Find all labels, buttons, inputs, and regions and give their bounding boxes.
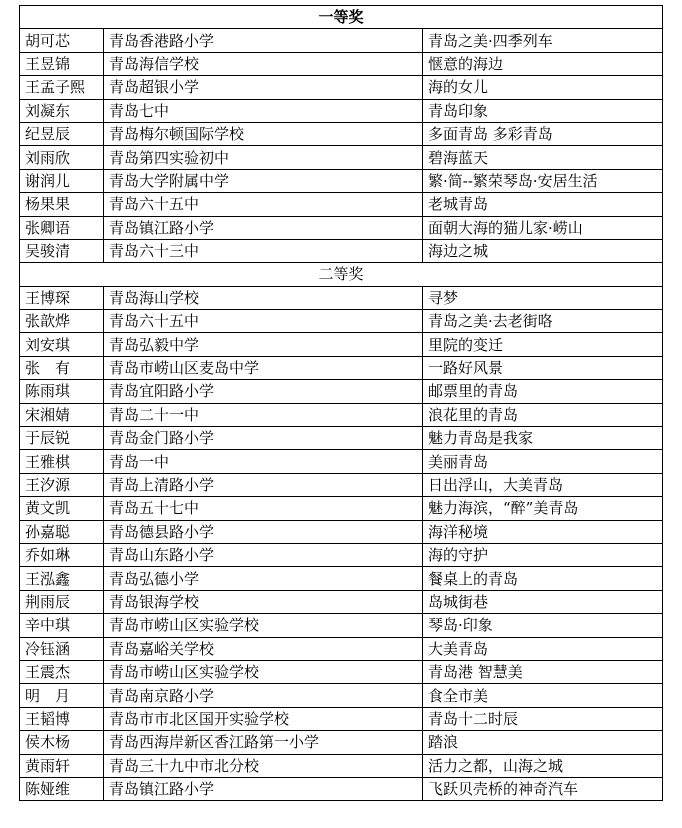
student-name: 王博琛 <box>20 286 104 309</box>
work-title: 邮票里的青岛 <box>423 380 663 403</box>
second-prize-heading: 二等奖 <box>20 263 663 286</box>
second-prize-row <box>20 450 663 473</box>
first-prize-heading: 一等奖 <box>20 6 663 29</box>
student-name: 乔如琳 <box>20 543 104 566</box>
student-name: 荆雨辰 <box>20 590 104 613</box>
work-title: 青岛印象 <box>423 99 663 122</box>
second-prize-row <box>20 403 663 426</box>
student-name: 杨果果 <box>20 193 104 216</box>
school-name: 青岛超银小学 <box>104 76 423 99</box>
student-name: 谢润儿 <box>20 169 104 192</box>
student-name: 冷钰涵 <box>20 637 104 660</box>
second-prize-row <box>20 731 663 754</box>
student-name: 刘安琪 <box>20 333 104 356</box>
work-title: 飞跃贝壳桥的神奇汽车 <box>423 777 663 800</box>
school-name: 青岛德县路小学 <box>104 520 423 543</box>
school-name: 青岛镇江路小学 <box>104 777 423 800</box>
first-prize-row <box>20 169 663 192</box>
work-title: 青岛十二时辰 <box>423 707 663 730</box>
second-prize-row <box>20 333 663 356</box>
student-name: 王韬博 <box>20 707 104 730</box>
first-prize-row <box>20 216 663 239</box>
school-name: 青岛三十九中市北分校 <box>104 754 423 777</box>
second-prize-row <box>20 497 663 520</box>
work-title: 一路好风景 <box>423 356 663 379</box>
work-title: 青岛之美·去老街咯 <box>423 310 663 333</box>
second-prize-row <box>20 614 663 637</box>
first-prize-row <box>20 76 663 99</box>
first-prize-row <box>20 99 663 122</box>
school-name: 青岛弘德小学 <box>104 567 423 590</box>
second-prize-row <box>20 707 663 730</box>
school-name: 青岛二十一中 <box>104 403 423 426</box>
work-title: 食全市美 <box>423 684 663 707</box>
second-prize-row <box>20 310 663 333</box>
school-name: 青岛海山学校 <box>104 286 423 309</box>
work-title: 海的女儿 <box>423 76 663 99</box>
awards-table <box>19 5 663 801</box>
school-name: 青岛西海岸新区香江路第一小学 <box>104 731 423 754</box>
second-prize-row <box>20 543 663 566</box>
school-name: 青岛市市北区国开实验学校 <box>104 707 423 730</box>
student-name: 明 月 <box>20 684 104 707</box>
student-name: 陈娅维 <box>20 777 104 800</box>
work-title: 魅力海滨，“醉”美青岛 <box>423 497 663 520</box>
student-name: 陈雨琪 <box>20 380 104 403</box>
work-title: 多面青岛 多彩青岛 <box>423 122 663 145</box>
student-name: 王汐源 <box>20 473 104 496</box>
second-prize-row <box>20 777 663 800</box>
work-title: 琴岛·印象 <box>423 614 663 637</box>
student-name: 胡可芯 <box>20 29 104 52</box>
work-title: 餐桌上的青岛 <box>423 567 663 590</box>
school-name: 青岛香港路小学 <box>104 29 423 52</box>
work-title: 岛城街巷 <box>423 590 663 613</box>
student-name: 孙嘉聪 <box>20 520 104 543</box>
second-prize-row <box>20 754 663 777</box>
second-prize-row <box>20 427 663 450</box>
student-name: 张歆烨 <box>20 310 104 333</box>
school-name: 青岛一中 <box>104 450 423 473</box>
work-title: 踏浪 <box>423 731 663 754</box>
second-prize-heading-row <box>20 263 663 286</box>
school-name: 青岛市崂山区实验学校 <box>104 660 423 683</box>
work-title: 寻梦 <box>423 286 663 309</box>
school-name: 青岛嘉峪关学校 <box>104 637 423 660</box>
work-title: 惬意的海边 <box>423 52 663 75</box>
student-name: 侯木杨 <box>20 731 104 754</box>
work-title: 里院的变迁 <box>423 333 663 356</box>
work-title: 老城青岛 <box>423 193 663 216</box>
work-title: 浪花里的青岛 <box>423 403 663 426</box>
second-prize-row <box>20 286 663 309</box>
work-title: 日出浮山，大美青岛 <box>423 473 663 496</box>
student-name: 王震杰 <box>20 660 104 683</box>
work-title: 面朝大海的猫儿家·崂山 <box>423 216 663 239</box>
student-name: 张卿语 <box>20 216 104 239</box>
work-title: 海的守护 <box>423 543 663 566</box>
awards-table-body <box>20 6 663 801</box>
school-name: 青岛大学附属中学 <box>104 169 423 192</box>
second-prize-row <box>20 473 663 496</box>
student-name: 吴骏清 <box>20 239 104 262</box>
work-title: 碧海蓝天 <box>423 146 663 169</box>
student-name: 黄雨轩 <box>20 754 104 777</box>
student-name: 纪昱辰 <box>20 122 104 145</box>
first-prize-row <box>20 29 663 52</box>
school-name: 青岛上清路小学 <box>104 473 423 496</box>
second-prize-row <box>20 380 663 403</box>
student-name: 王孟子熙 <box>20 76 104 99</box>
student-name: 刘凝东 <box>20 99 104 122</box>
student-name: 宋湘婧 <box>20 403 104 426</box>
student-name: 黄文凯 <box>20 497 104 520</box>
student-name: 王泓鑫 <box>20 567 104 590</box>
work-title: 美丽青岛 <box>423 450 663 473</box>
second-prize-row <box>20 684 663 707</box>
work-title: 青岛港 智慧美 <box>423 660 663 683</box>
first-prize-heading-row <box>20 6 663 29</box>
work-title: 海边之城 <box>423 239 663 262</box>
school-name: 青岛六十五中 <box>104 310 423 333</box>
second-prize-row <box>20 660 663 683</box>
first-prize-row <box>20 239 663 262</box>
work-title: 青岛之美·四季列车 <box>423 29 663 52</box>
second-prize-row <box>20 356 663 379</box>
student-name: 王昱锦 <box>20 52 104 75</box>
school-name: 青岛市崂山区实验学校 <box>104 614 423 637</box>
school-name: 青岛弘毅中学 <box>104 333 423 356</box>
first-prize-row <box>20 146 663 169</box>
school-name: 青岛市崂山区麦岛中学 <box>104 356 423 379</box>
work-title: 繁·简--繁荣琴岛·安居生活 <box>423 169 663 192</box>
school-name: 青岛山东路小学 <box>104 543 423 566</box>
second-prize-row <box>20 590 663 613</box>
school-name: 青岛银海学校 <box>104 590 423 613</box>
school-name: 青岛宜阳路小学 <box>104 380 423 403</box>
work-title: 海洋秘境 <box>423 520 663 543</box>
student-name: 张 有 <box>20 356 104 379</box>
student-name: 辛中琪 <box>20 614 104 637</box>
school-name: 青岛镇江路小学 <box>104 216 423 239</box>
school-name: 青岛南京路小学 <box>104 684 423 707</box>
student-name: 王雅棋 <box>20 450 104 473</box>
school-name: 青岛海信学校 <box>104 52 423 75</box>
school-name: 青岛五十七中 <box>104 497 423 520</box>
second-prize-row <box>20 520 663 543</box>
first-prize-row <box>20 193 663 216</box>
first-prize-row <box>20 52 663 75</box>
school-name: 青岛梅尔顿国际学校 <box>104 122 423 145</box>
second-prize-row <box>20 567 663 590</box>
first-prize-row <box>20 122 663 145</box>
work-title: 大美青岛 <box>423 637 663 660</box>
school-name: 青岛七中 <box>104 99 423 122</box>
school-name: 青岛六十三中 <box>104 239 423 262</box>
work-title: 活力之都，山海之城 <box>423 754 663 777</box>
student-name: 于辰锐 <box>20 427 104 450</box>
work-title: 魅力青岛是我家 <box>423 427 663 450</box>
second-prize-row <box>20 637 663 660</box>
school-name: 青岛金门路小学 <box>104 427 423 450</box>
school-name: 青岛六十五中 <box>104 193 423 216</box>
student-name: 刘雨欣 <box>20 146 104 169</box>
school-name: 青岛第四实验初中 <box>104 146 423 169</box>
